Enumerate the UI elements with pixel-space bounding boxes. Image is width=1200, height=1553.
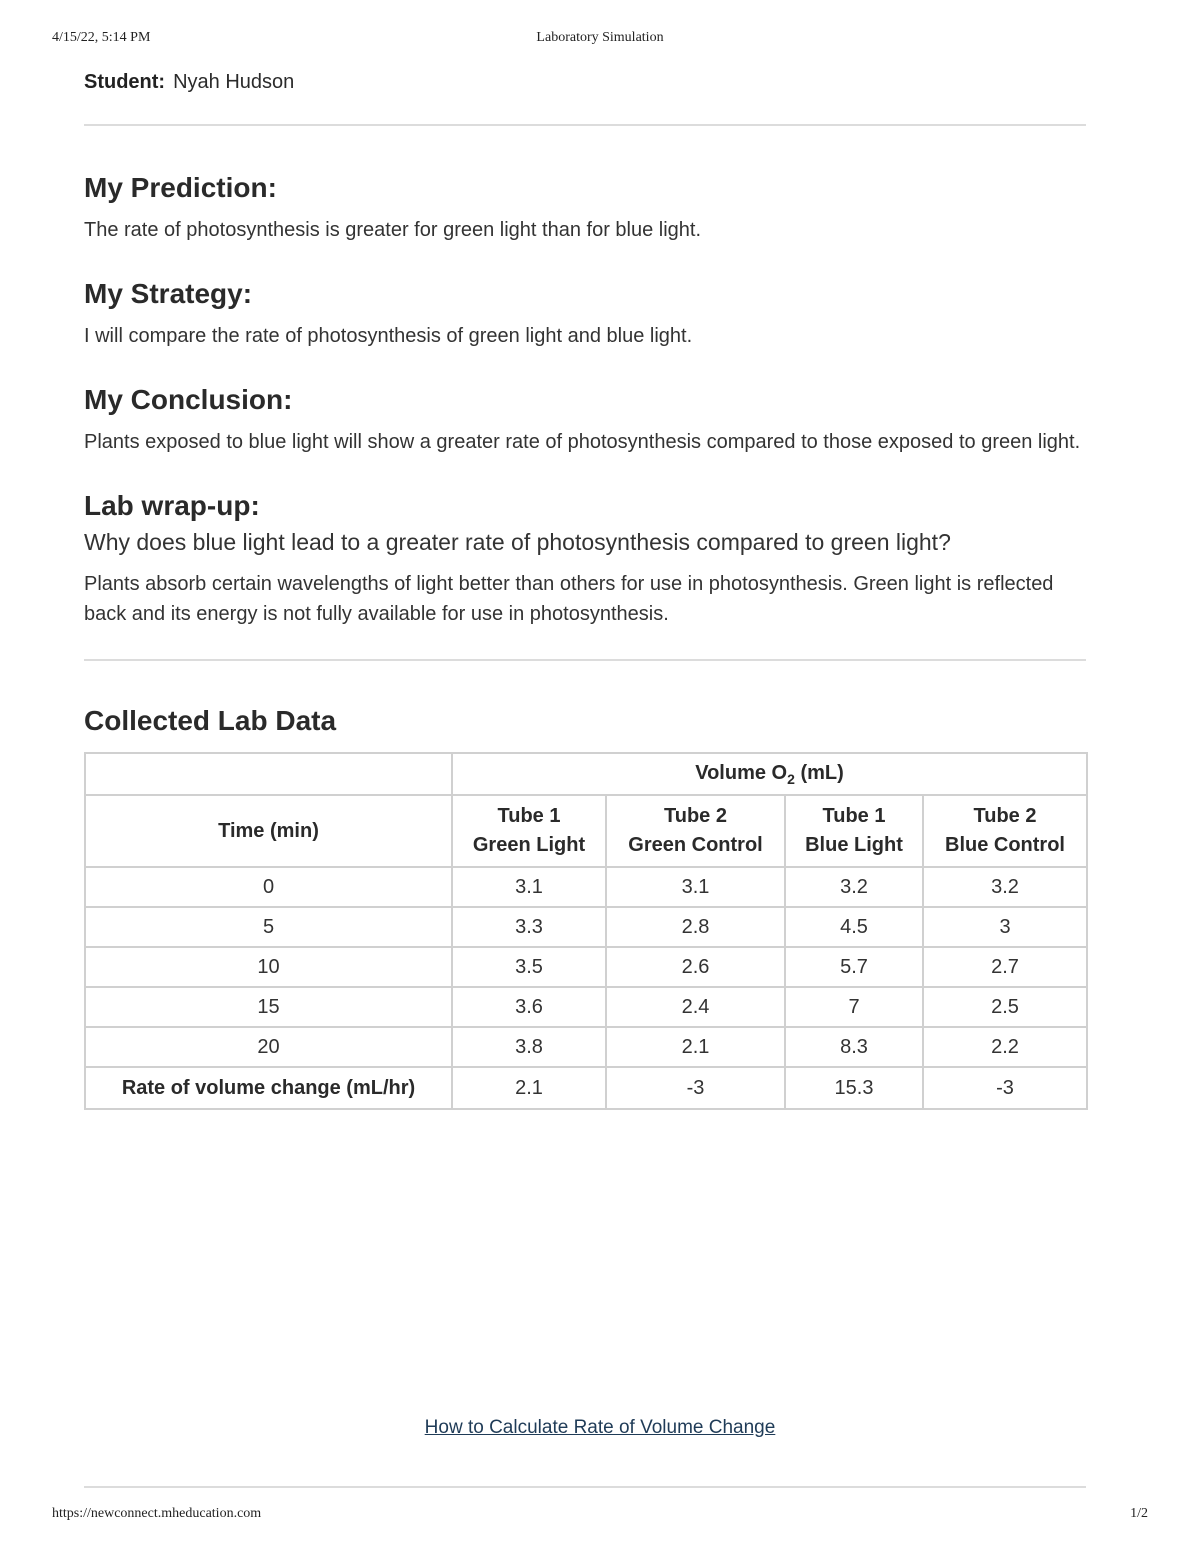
page-number: 1/2	[1130, 1506, 1148, 1521]
value-cell: 7	[785, 987, 923, 1027]
student-line	[84, 68, 1086, 96]
value-cell: 3.2	[785, 867, 923, 907]
value-cell: 3.6	[452, 987, 606, 1027]
table-row	[85, 867, 1087, 907]
column-header: Tube 2 Green Control	[606, 795, 785, 867]
rate-cell: -3	[923, 1067, 1087, 1109]
rate-cell: -3	[606, 1067, 785, 1109]
conclusion-heading: My Conclusion:	[84, 384, 293, 415]
lab-data-heading: Collected Lab Data	[84, 705, 337, 736]
value-cell: 3	[923, 907, 1087, 947]
rate-label: Rate of volume change (mL/hr)	[85, 1067, 452, 1109]
wrapup-answer: Plants absorb certain wavelengths of light better than others for use in photosynthesis. Green light is reflected back and its energy is not fully available for use in photosynthesis.	[84, 573, 1054, 625]
print-header	[52, 30, 1148, 46]
table-row	[85, 1027, 1087, 1067]
table-row	[85, 907, 1087, 947]
time-cell: 20	[85, 1027, 452, 1067]
print-title: Laboratory Simulation	[536, 30, 664, 45]
value-cell: 4.5	[785, 907, 923, 947]
value-cell: 3.8	[452, 1027, 606, 1067]
wrapup-heading: Lab wrap-up:	[84, 490, 260, 521]
column-header: Tube 2 Blue Control	[923, 795, 1087, 867]
print-footer	[52, 1506, 1148, 1522]
rate-cell: 2.1	[452, 1067, 606, 1109]
value-cell: 3.1	[606, 867, 785, 907]
time-cell: 15	[85, 987, 452, 1027]
value-cell: 3.5	[452, 947, 606, 987]
print-datetime: 4/15/22, 5:14 PM	[52, 30, 151, 45]
table-header-row	[85, 795, 1087, 867]
rate-row	[85, 1067, 1087, 1109]
wrapup-question: Why does blue light lead to a greater rate of photosynthesis compared to green light?	[84, 529, 951, 555]
value-cell: 2.6	[606, 947, 785, 987]
prediction-heading: My Prediction:	[84, 172, 277, 203]
column-header: Tube 1 Blue Light	[785, 795, 923, 867]
lab-data-table	[84, 752, 1088, 1110]
value-cell: 2.7	[923, 947, 1087, 987]
table-corner-cell	[85, 753, 452, 795]
table-header-row	[85, 753, 1087, 795]
volume-header: Volume $O_2$ (mL)	[452, 753, 1087, 795]
table-row	[85, 947, 1087, 987]
time-header: Time (min)	[85, 795, 452, 867]
table-row	[85, 987, 1087, 1027]
time-cell: 0	[85, 867, 452, 907]
report-content	[84, 68, 1086, 1110]
rate-cell: 15.3	[785, 1067, 923, 1109]
value-cell: 2.2	[923, 1027, 1087, 1067]
strategy-text: I will compare the rate of photosynthesis of green light and blue light.	[84, 325, 693, 347]
time-cell: 5	[85, 907, 452, 947]
student-label: Student:	[84, 71, 166, 93]
value-cell: 3.3	[452, 907, 606, 947]
value-cell: 2.8	[606, 907, 785, 947]
divider	[84, 1486, 1086, 1488]
prediction-text: The rate of photosynthesis is greater for green light than for blue light.	[84, 219, 702, 241]
rate-calculation-link[interactable]: How to Calculate Rate of Volume Change	[424, 1417, 776, 1438]
conclusion-text: Plants exposed to blue light will show a greater rate of photosynthesis compared to those exposed to green light.	[84, 431, 1081, 453]
value-cell: 3.1	[452, 867, 606, 907]
value-cell: 3.2	[923, 867, 1087, 907]
student-name: Nyah Hudson	[173, 71, 295, 93]
value-cell: 5.7	[785, 947, 923, 987]
value-cell: 2.4	[606, 987, 785, 1027]
strategy-heading: My Strategy:	[84, 278, 253, 309]
print-url: https://newconnect.mheducation.com	[52, 1506, 262, 1521]
time-cell: 10	[85, 947, 452, 987]
value-cell: 2.1	[606, 1027, 785, 1067]
value-cell: 8.3	[785, 1027, 923, 1067]
help-link-container	[0, 1417, 1200, 1439]
value-cell: 2.5	[923, 987, 1087, 1027]
column-header: Tube 1 Green Light	[452, 795, 606, 867]
